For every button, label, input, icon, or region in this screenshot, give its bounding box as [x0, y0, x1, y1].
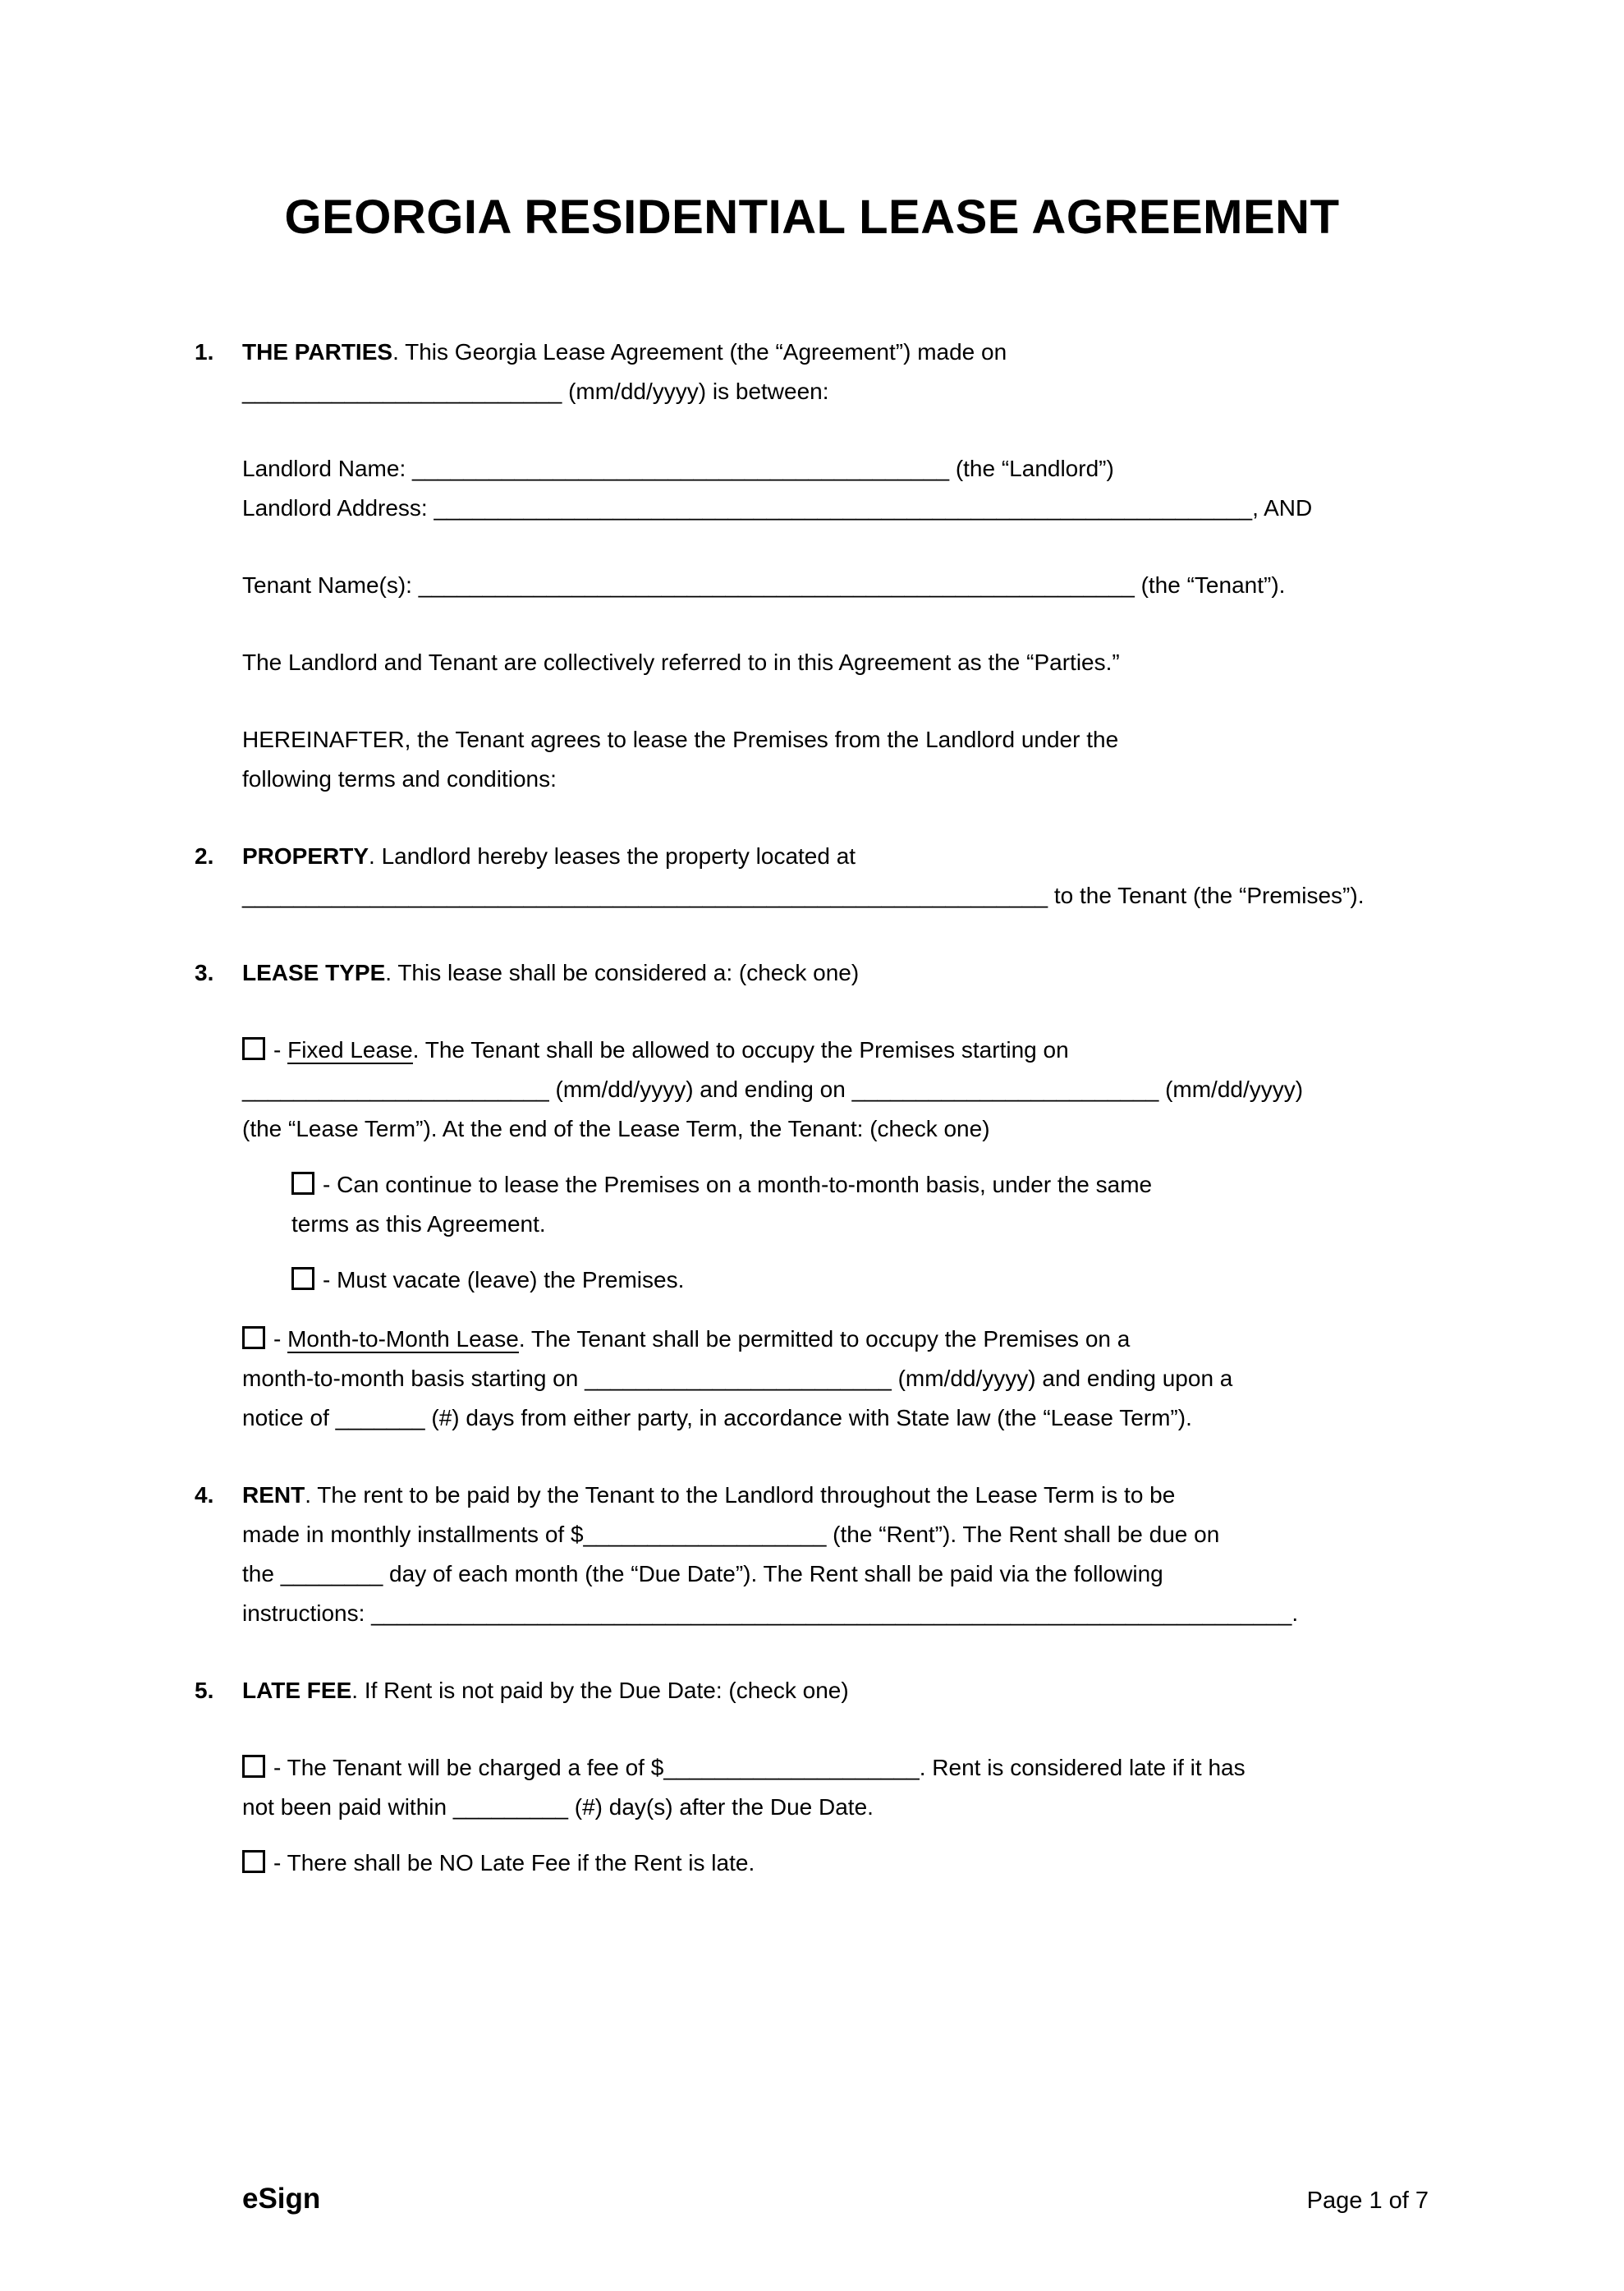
- document-page: [0, 189, 1624, 2291]
- hereinafter-line-2: following terms and conditions:: [242, 766, 557, 792]
- section-heading: THE PARTIES: [242, 339, 393, 365]
- property-intro-text: . Landlord hereby leases the property located at: [369, 843, 856, 869]
- collective-line: The Landlord and Tenant are collectively referred to in this Agreement as the “Parties.”: [242, 650, 1120, 675]
- landlord-block: [242, 449, 1429, 528]
- rent-intro-text: . The rent to be paid by the Tenant to the Landlord throughout the Lease Term is to be: [305, 1482, 1176, 1508]
- continue-text-line-2: terms as this Agreement.: [291, 1211, 546, 1237]
- section-heading: PROPERTY: [242, 843, 369, 869]
- hereinafter-line-1: HEREINAFTER, the Tenant agrees to lease the Premises from the Landlord under the: [242, 727, 1119, 752]
- landlord-address-line: Landlord Address: ________________________________________________________________, AND: [242, 495, 1313, 521]
- late-fee-charged-line-1: - The Tenant will be charged a fee of $____________________. Rent is considered late if it has: [273, 1755, 1246, 1780]
- fixed-lease-term-line: (the “Lease Term”). At the end of the Lease Term, the Tenant: (check one): [242, 1116, 990, 1141]
- section-property: [195, 837, 1429, 916]
- section-lease-type: [195, 953, 1429, 1438]
- continue-option: [242, 1165, 1429, 1244]
- parties-intro-paragraph: [242, 333, 1429, 411]
- section-number: 1.: [195, 339, 214, 365]
- vacate-text: - Must vacate (leave) the Premises.: [323, 1267, 685, 1292]
- document-body: [0, 333, 1624, 1883]
- parties-intro-text: . This Georgia Lease Agreement (the “Agreement”) made on: [392, 339, 1007, 365]
- late-fee-charged-checkbox[interactable]: [242, 1755, 265, 1778]
- vacate-option: [242, 1260, 1429, 1300]
- lease-type-intro-text: . This lease shall be considered a: (check one): [385, 960, 860, 985]
- fixed-lease-option: [242, 1031, 1429, 1149]
- collective-paragraph: [242, 643, 1429, 682]
- section-rent: [195, 1476, 1429, 1633]
- section-late-fee: [195, 1671, 1429, 1883]
- late-fee-charged-line-2: not been paid within _________ (#) day(s) after the Due Date.: [242, 1794, 874, 1820]
- section-number: 3.: [195, 960, 214, 985]
- month-to-month-text: . The Tenant shall be permitted to occupy the Premises on a: [518, 1326, 1131, 1352]
- hereinafter-paragraph: [242, 720, 1429, 799]
- section-number: 2.: [195, 843, 214, 869]
- late-fee-intro-text: . If Rent is not paid by the Due Date: (check one): [351, 1678, 849, 1703]
- section-number: 5.: [195, 1678, 214, 1703]
- section-heading: LEASE TYPE: [242, 960, 386, 985]
- page-footer: [242, 2179, 1429, 2220]
- parties-date-blank-line: _________________________ (mm/dd/yyyy) is between:: [242, 379, 829, 404]
- fixed-lease-dash: -: [273, 1037, 288, 1063]
- month-to-month-label: Month-to-Month Lease: [287, 1326, 519, 1352]
- fixed-lease-checkbox[interactable]: [242, 1037, 265, 1060]
- no-late-fee-checkbox[interactable]: [242, 1850, 265, 1873]
- landlord-name-line: Landlord Name: __________________________________________ (the “Landlord”): [242, 456, 1114, 481]
- continue-checkbox[interactable]: [291, 1172, 314, 1195]
- section-heading: RENT: [242, 1482, 305, 1508]
- month-to-month-option: [242, 1320, 1429, 1438]
- rent-instructions-line: instructions: ________________________________________________________________________.: [242, 1600, 1299, 1626]
- section-the-parties: [195, 333, 1429, 799]
- tenant-name-line: Tenant Name(s): ________________________________________________________ (the “Tenant”).: [242, 572, 1286, 598]
- page-title: GEORGIA RESIDENTIAL LEASE AGREEMENT: [284, 191, 1340, 244]
- no-late-fee-option: [242, 1843, 1429, 1883]
- vacate-checkbox[interactable]: [291, 1267, 314, 1290]
- section-heading: LATE FEE: [242, 1678, 352, 1703]
- continue-text-line-1: - Can continue to lease the Premises on a month-to-month basis, under the same: [323, 1172, 1153, 1197]
- month-to-month-start-line: month-to-month basis starting on ________________________ (mm/dd/yyyy) and ending upon a: [242, 1366, 1233, 1391]
- month-to-month-dash: -: [273, 1326, 288, 1352]
- month-to-month-notice-line: notice of _______ (#) days from either party, in accordance with State law (the “Lease Term”).: [242, 1405, 1192, 1430]
- fixed-lease-label: Fixed Lease: [287, 1037, 413, 1063]
- section-number: 4.: [195, 1482, 214, 1508]
- tenant-block: [242, 566, 1429, 605]
- page-number: Page 1 of 7: [1306, 2188, 1429, 2214]
- late-fee-charged-option: [242, 1748, 1429, 1827]
- rent-amount-line: made in monthly installments of $___________________ (the “Rent”). The Rent shall be due on: [242, 1522, 1220, 1547]
- rent-due-date-line: the ________ day of each month (the “Due Date”). The Rent shall be paid via the following: [242, 1561, 1163, 1586]
- property-address-blank-line: _______________________________________________________________ to the Tenant (the “Premises”).: [242, 883, 1365, 908]
- esign-logo: eSign: [242, 2183, 321, 2215]
- month-to-month-checkbox[interactable]: [242, 1326, 265, 1349]
- no-late-fee-text: - There shall be NO Late Fee if the Rent is late.: [273, 1850, 755, 1875]
- fixed-lease-dates-line: ________________________ (mm/dd/yyyy) and ending on ________________________ (mm/dd/yyyy): [242, 1077, 1304, 1102]
- fixed-lease-text: . The Tenant shall be allowed to occupy the Premises starting on: [412, 1037, 1069, 1063]
